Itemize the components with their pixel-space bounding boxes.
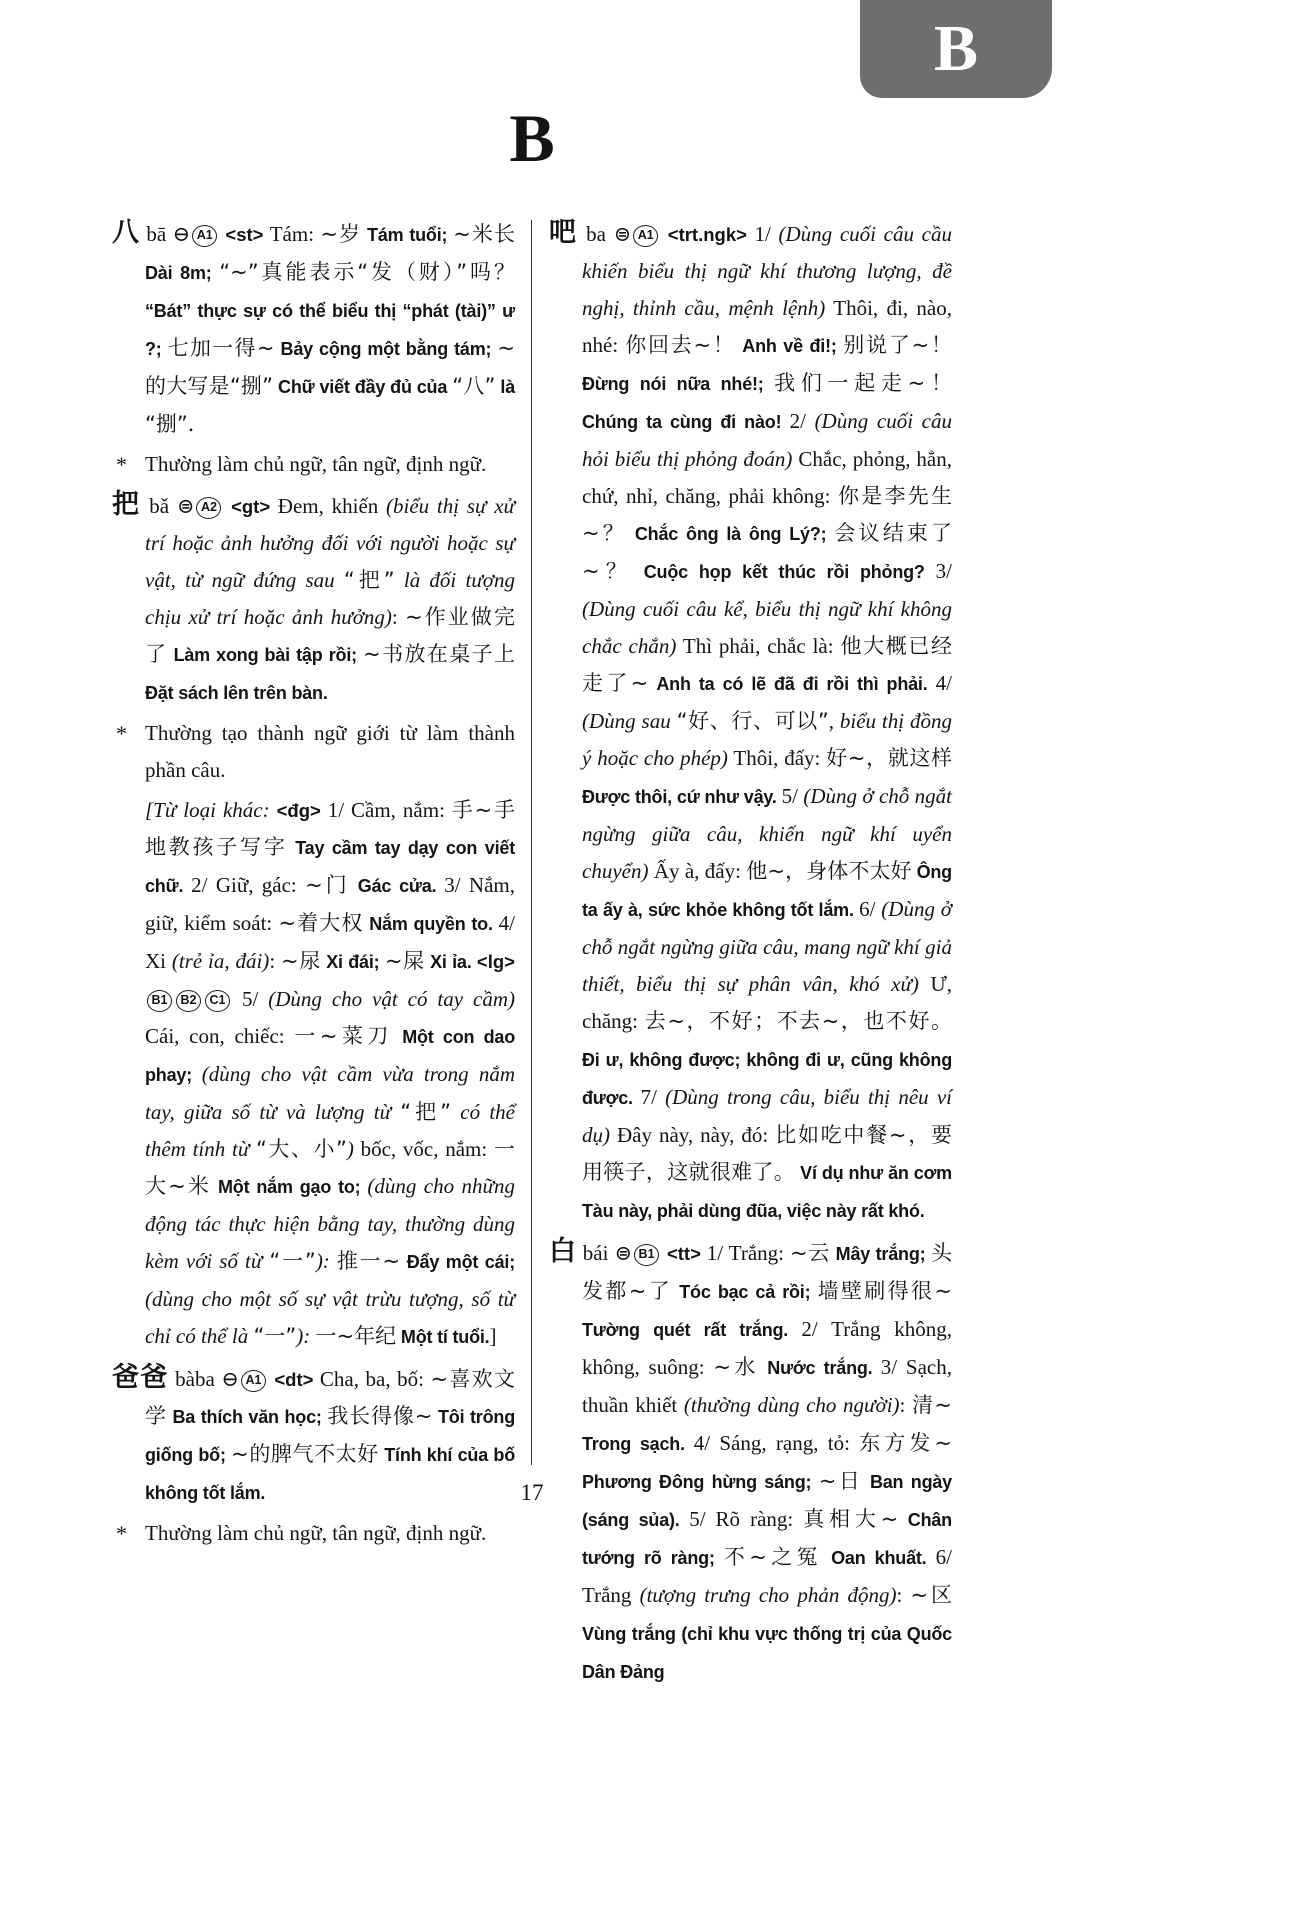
vietnamese-translation: Tám tuổi; bbox=[361, 225, 454, 245]
definition-text: Cha, ba, bố: bbox=[319, 1367, 431, 1391]
definition-text: : bbox=[896, 1583, 911, 1607]
chinese-example: 一大~米 bbox=[145, 1137, 515, 1198]
chinese-example: ~岁 bbox=[320, 222, 362, 246]
vietnamese-translation: Chắc ông là ông Lý?; bbox=[626, 524, 835, 544]
vietnamese-translation: Bảy cộng một bằng tám; bbox=[274, 339, 498, 359]
headword: 白 bbox=[549, 1236, 577, 1267]
grammar-note bbox=[112, 446, 515, 483]
vietnamese-translation: Chữ viết đầy đủ của bbox=[273, 377, 453, 397]
pos-tag: <lg> bbox=[476, 951, 515, 972]
definition-text: 4/ bbox=[935, 671, 952, 695]
chinese-example: ~区 bbox=[910, 1583, 952, 1607]
usage-note-italic: (tượng trưng cho phản động) bbox=[639, 1583, 897, 1607]
vietnamese-translation: Anh về đi!; bbox=[735, 336, 844, 356]
vietnamese-translation: Một nắm gạo to; bbox=[211, 1177, 368, 1197]
frequency-mark: ⊜ bbox=[176, 494, 195, 518]
definition-text: 2/ Trắng không, không, suông: bbox=[582, 1317, 952, 1379]
vietnamese-translation: Vùng trắng (chỉ khu vực thống trị của Quốc Dân Đảng bbox=[582, 1624, 952, 1682]
chinese-example: 好~，就这样 bbox=[826, 746, 952, 770]
chinese-example: “~”真能表示“发（财）”吗？ bbox=[219, 260, 515, 284]
chinese-example: ~尿 bbox=[281, 949, 321, 973]
vietnamese-translation: Làm xong bài tập rồi; bbox=[167, 645, 364, 665]
dictionary-entry bbox=[112, 486, 515, 712]
vietnamese-translation: Ba thích văn học; bbox=[166, 1407, 328, 1427]
dictionary-content bbox=[112, 214, 952, 1694]
vietnamese-translation: Ban ngày (sáng sủa). bbox=[582, 1472, 952, 1530]
definition-text: 3/ Sạch, thuần khiết bbox=[582, 1355, 952, 1417]
chinese-example: ~的脾气不太好 bbox=[231, 1442, 379, 1466]
pos-tag: <đg> bbox=[276, 800, 328, 821]
chinese-example: “大、小” bbox=[256, 1137, 347, 1161]
definition-text: : bbox=[269, 949, 282, 973]
vietnamese-translation: Xi đái; bbox=[320, 952, 385, 972]
chinese-example: ~的大写是“捌” bbox=[145, 336, 515, 398]
chinese-example: 七加一得~ bbox=[167, 336, 275, 360]
chinese-example: 真相大~ bbox=[803, 1507, 899, 1531]
definition-text: : bbox=[391, 605, 406, 629]
chinese-example: 会议结束了~？ bbox=[582, 521, 952, 583]
note-asterisk: * bbox=[116, 452, 127, 477]
usage-note-italic: (Dùng ở chỗ ngắt ngừng giữa câu, mang ngữ khí giả thiết, biểu thị sự phân vân, khó xử) bbox=[582, 897, 952, 996]
vietnamese-translation: Anh ta có lẽ đã đi rồi thì phải. bbox=[648, 674, 936, 694]
chinese-example: 不~之冤 bbox=[723, 1545, 822, 1569]
vietnamese-translation: Ví dụ như ăn cơm Tàu này, phải dùng đũa, việc này rất khó. bbox=[582, 1163, 952, 1221]
frequency-mark: ⊖ bbox=[172, 222, 191, 246]
headword: 爸爸 bbox=[112, 1362, 169, 1393]
vietnamese-translation: Một tí tuổi. bbox=[396, 1327, 490, 1347]
vietnamese-translation: là bbox=[495, 377, 515, 397]
grammar-note bbox=[112, 1515, 515, 1552]
definition-text: 5/ bbox=[781, 784, 804, 808]
usage-note-italic: (Dùng cuối câu cầu khiến biểu thị ngữ khí thương lượng, đề nghị, thỉnh cầu, mệnh lệnh) bbox=[582, 222, 952, 320]
chinese-example: 别说了~！ bbox=[843, 333, 952, 357]
pos-tag: <trt.ngk> bbox=[660, 224, 755, 245]
vietnamese-translation: Chúng ta cùng đi nào! bbox=[582, 412, 790, 432]
vietnamese-translation: Nắm quyền to. bbox=[363, 914, 499, 934]
vietnamese-translation: Tôi trông giống bố; bbox=[145, 1407, 516, 1465]
chinese-example: “把” bbox=[400, 1100, 452, 1124]
chinese-example: ~云 bbox=[790, 1241, 831, 1265]
usage-note-italic: , biểu thị đồng ý hoặc cho phép) bbox=[582, 709, 952, 770]
definition-text: 1/ Trắng: bbox=[706, 1241, 790, 1265]
vietnamese-translation: Đi ư, không được; không đi ư, cũng không được. bbox=[582, 1050, 952, 1108]
usage-note-italic: (Dùng cho vật có tay cầm) bbox=[268, 987, 515, 1011]
chinese-example: ~喜欢文学 bbox=[145, 1367, 515, 1428]
dictionary-entry bbox=[549, 214, 952, 1230]
vietnamese-translation: Dài 8m; bbox=[145, 263, 220, 283]
usage-note-italic: (Dùng ở chỗ ngắt ngừng giữa câu, khiến ngữ khí uyển chuyển) bbox=[582, 784, 952, 883]
headword: 吧 bbox=[549, 217, 579, 248]
level-badge: A1 bbox=[633, 225, 658, 247]
vietnamese-translation: Gác cửa. bbox=[349, 876, 445, 896]
vietnamese-translation: Oan khuất. bbox=[821, 1548, 936, 1568]
vietnamese-translation: Tường quét rất trắng. bbox=[582, 1320, 802, 1340]
chinese-example: “捌”． bbox=[145, 412, 209, 436]
usage-note-italic: (trẻ ỉa, đái) bbox=[171, 949, 270, 973]
usage-note-italic: ): bbox=[296, 1324, 316, 1348]
definition-text: 5/ bbox=[232, 987, 269, 1011]
chinese-example: “好、行、可以” bbox=[676, 709, 829, 733]
definition-text: Tám: bbox=[269, 222, 321, 246]
chinese-example: 头发都~了 bbox=[582, 1241, 952, 1303]
usage-note-italic: là đối tượng chịu xử trí hoặc ảnh hưởng) bbox=[145, 568, 515, 629]
frequency-mark: ⊜ bbox=[614, 1241, 633, 1265]
usage-note-italic: (Dùng cuối câu hỏi biểu thị phỏng đoán) bbox=[582, 409, 952, 471]
chinese-example: 你回去~！ bbox=[625, 333, 736, 357]
definition-text: ] bbox=[489, 1324, 497, 1348]
pos-tag: <dt> bbox=[267, 1369, 320, 1390]
pinyin: bǎ bbox=[141, 494, 177, 518]
definition-text: 2/ Giữ, gác: bbox=[191, 873, 306, 897]
vietnamese-translation: Được thôi, cứ như vậy. bbox=[582, 787, 782, 807]
vietnamese-translation: Nước trắng. bbox=[758, 1358, 881, 1378]
chinese-example: 他大概已经走了~ bbox=[582, 634, 953, 695]
chinese-example: ~着大权 bbox=[278, 911, 364, 935]
pinyin: bā bbox=[140, 222, 173, 246]
vietnamese-translation: Mây trắng; bbox=[830, 1244, 931, 1264]
vietnamese-translation: Xi ỉa. bbox=[424, 952, 477, 972]
chinese-example: ~日 bbox=[818, 1469, 863, 1493]
column-divider bbox=[531, 220, 532, 1465]
usage-note-italic: (dùng cho những động tác thực hiện bằng tay, thường dùng kèm với số từ bbox=[145, 1174, 515, 1273]
chinese-example: 一~年纪 bbox=[315, 1324, 397, 1348]
definition-text: 5/ Rõ ràng: bbox=[689, 1507, 804, 1531]
definition-text: Ấy à, đấy: bbox=[648, 859, 747, 883]
definition-text: : bbox=[899, 1393, 912, 1417]
page-number: 17 bbox=[520, 1480, 544, 1505]
definition-text: bốc, vốc, nắm: bbox=[360, 1137, 494, 1161]
usage-note-italic: (dùng cho vật cầm vừa trong nắm tay, giữa số từ và lượng từ bbox=[145, 1062, 515, 1124]
vietnamese-translation: Phương Đông hừng sáng; bbox=[582, 1472, 819, 1492]
vietnamese-translation: Chân tướng rõ ràng; bbox=[582, 1510, 952, 1568]
chinese-example: ~作业做完了 bbox=[145, 605, 515, 666]
level-badge: A2 bbox=[196, 497, 221, 519]
definition-text: 4/ Sáng, rạng, tỏ: bbox=[693, 1431, 860, 1455]
usage-note-italic: ): bbox=[315, 1249, 337, 1273]
subentry-block bbox=[112, 792, 515, 1356]
chinese-example: 推一~ bbox=[336, 1249, 401, 1273]
definition-text: 6/ bbox=[859, 897, 882, 921]
definition-text: Ư, chăng: bbox=[582, 972, 952, 1033]
chinese-example: ~屎 bbox=[384, 949, 425, 973]
pos-tag: <tt> bbox=[661, 1243, 707, 1264]
pinyin: bái bbox=[576, 1241, 615, 1265]
frequency-mark: ⊜ bbox=[613, 222, 632, 246]
chinese-example: 我们一起走~！ bbox=[774, 371, 952, 395]
definition-text: 3/ bbox=[935, 559, 952, 583]
frequency-mark: ⊖ bbox=[221, 1367, 239, 1391]
definition-text: Cái, con, chiếc: bbox=[145, 1024, 295, 1048]
chinese-example: ~书放在桌子上 bbox=[363, 642, 515, 666]
chinese-example: 东方发~ bbox=[859, 1431, 952, 1455]
chinese-example: 他~，身体不太好 bbox=[746, 859, 912, 883]
vietnamese-translation: Đẩy một cái; bbox=[400, 1252, 515, 1272]
usage-note-italic: (Dùng cuối câu kể, biểu thị ngữ khí không chắc chắn) bbox=[582, 597, 952, 658]
chinese-example: 比如吃中餐~，要用筷子，这就很难了。 bbox=[582, 1123, 952, 1184]
grammar-note bbox=[112, 715, 515, 789]
vietnamese-translation: Một con dao phay; bbox=[145, 1027, 515, 1085]
section-heading-letter: B bbox=[509, 100, 555, 176]
vietnamese-translation: “Bát” thực sự có thể biểu thị “phát (tài)” ư ?; bbox=[145, 301, 515, 359]
level-badge: B2 bbox=[176, 990, 201, 1012]
chinese-example: “把” bbox=[343, 568, 395, 592]
definition-text: 4/ Xi bbox=[145, 911, 515, 973]
vietnamese-translation: Ông ta ấy à, sức khỏe không tốt lắm. bbox=[582, 862, 952, 920]
usage-note-italic: [Từ loại khác: bbox=[145, 798, 277, 822]
level-badge: A1 bbox=[192, 225, 217, 247]
chinese-example: ~门 bbox=[305, 873, 350, 897]
definition-text: Đem, khiến bbox=[277, 494, 387, 518]
definition-text: Thì phải, chắc là: bbox=[676, 634, 841, 658]
definition-text: Đây này, này, đó: bbox=[610, 1123, 776, 1147]
definition-text: Thôi, đấy: bbox=[727, 746, 827, 770]
usage-note-italic: (biểu thị sự xử trí hoặc ảnh hưởng đối với người hoặc sự vật, từ ngữ đứng sau bbox=[145, 494, 515, 592]
vietnamese-translation: Cuộc họp kết thúc rồi phỏng? bbox=[632, 562, 936, 582]
usage-note-italic: (Dùng sau bbox=[582, 709, 677, 733]
definition-text: Thôi, đi, nào, nhé: bbox=[582, 296, 952, 357]
usage-note-italic: (Dùng trong câu, biểu thị nêu ví dụ) bbox=[582, 1085, 952, 1147]
pinyin: ba bbox=[578, 222, 614, 246]
definition-text: Thường làm chủ ngữ, tân ngữ, định ngữ. bbox=[145, 452, 487, 476]
column-right bbox=[549, 214, 952, 1694]
usage-note-italic: (thường dùng cho người) bbox=[683, 1393, 900, 1417]
column-left bbox=[112, 214, 515, 1694]
definition-text: Thường làm chủ ngữ, tân ngữ, định ngữ. bbox=[145, 1521, 487, 1545]
level-badge: C1 bbox=[205, 990, 230, 1012]
level-badge: B1 bbox=[634, 1244, 659, 1266]
headword: 把 bbox=[112, 489, 142, 520]
pos-tag: <gt> bbox=[223, 496, 278, 517]
chinese-example: 去~，不好；不去~，也不好。 bbox=[644, 1009, 952, 1033]
vietnamese-translation: Đặt sách lên trên bàn. bbox=[145, 683, 328, 703]
definition-text: 1/ Cầm, nắm: bbox=[327, 798, 452, 822]
note-asterisk: * bbox=[116, 1521, 127, 1546]
chinese-example: ~水 bbox=[713, 1355, 759, 1379]
definition-text: Thường tạo thành ngữ giới từ làm thành phần câu. bbox=[145, 721, 515, 782]
chinese-example: “八” bbox=[452, 374, 496, 398]
definition-text: 1/ bbox=[754, 222, 779, 246]
dictionary-entry bbox=[112, 214, 515, 443]
definition-text: 3/ Nắm, giữ, kiểm soát: bbox=[145, 873, 515, 935]
chinese-example: 你是李先生~？ bbox=[582, 484, 953, 545]
definition-text: Chắc, phỏng, hẳn, chứ, nhỉ, chăng, phải không: bbox=[582, 447, 952, 508]
level-badge: A1 bbox=[241, 1370, 266, 1392]
chinese-example: ~米长 bbox=[453, 222, 515, 246]
vietnamese-translation: Đừng nói nữa nhé!; bbox=[582, 374, 775, 394]
dictionary-entry bbox=[549, 1233, 952, 1691]
chinese-example: 清~ bbox=[912, 1393, 952, 1417]
vietnamese-translation: Tính khí của bố không tốt lắm. bbox=[145, 1445, 515, 1503]
usage-note-italic: ) bbox=[346, 1137, 361, 1161]
pinyin: bàba bbox=[168, 1367, 222, 1391]
chinese-example: 我长得像~ bbox=[327, 1404, 433, 1428]
chinese-example: “一” bbox=[269, 1249, 316, 1273]
definition-text: 6/ Trắng bbox=[582, 1545, 952, 1607]
vietnamese-translation: Trong sạch. bbox=[582, 1434, 694, 1454]
note-asterisk: * bbox=[116, 721, 127, 746]
chinese-example: 手~手地教孩子写字 bbox=[145, 798, 515, 859]
pos-tag: <st> bbox=[219, 224, 270, 245]
usage-note-italic: có thể thêm tính từ bbox=[145, 1100, 515, 1161]
vietnamese-translation: Tóc bạc cả rồi; bbox=[672, 1282, 818, 1302]
level-badge: B1 bbox=[147, 990, 172, 1012]
definition-text: 7/ bbox=[640, 1085, 666, 1109]
definition-text: 2/ bbox=[789, 409, 815, 433]
section-tab bbox=[860, 0, 1052, 98]
vietnamese-translation: Tay cầm tay dạy con viết chữ. bbox=[145, 838, 516, 896]
usage-note-italic: (dùng cho một số sự vật trừu tượng, số từ chỉ có thể là bbox=[145, 1287, 515, 1348]
chinese-example: “一” bbox=[253, 1324, 297, 1348]
chinese-example: 墙壁刷得很~ bbox=[817, 1279, 952, 1303]
section-tab-letter: B bbox=[933, 12, 979, 85]
chinese-example: 一~菜刀 bbox=[294, 1024, 393, 1048]
headword: 八 bbox=[112, 217, 141, 248]
